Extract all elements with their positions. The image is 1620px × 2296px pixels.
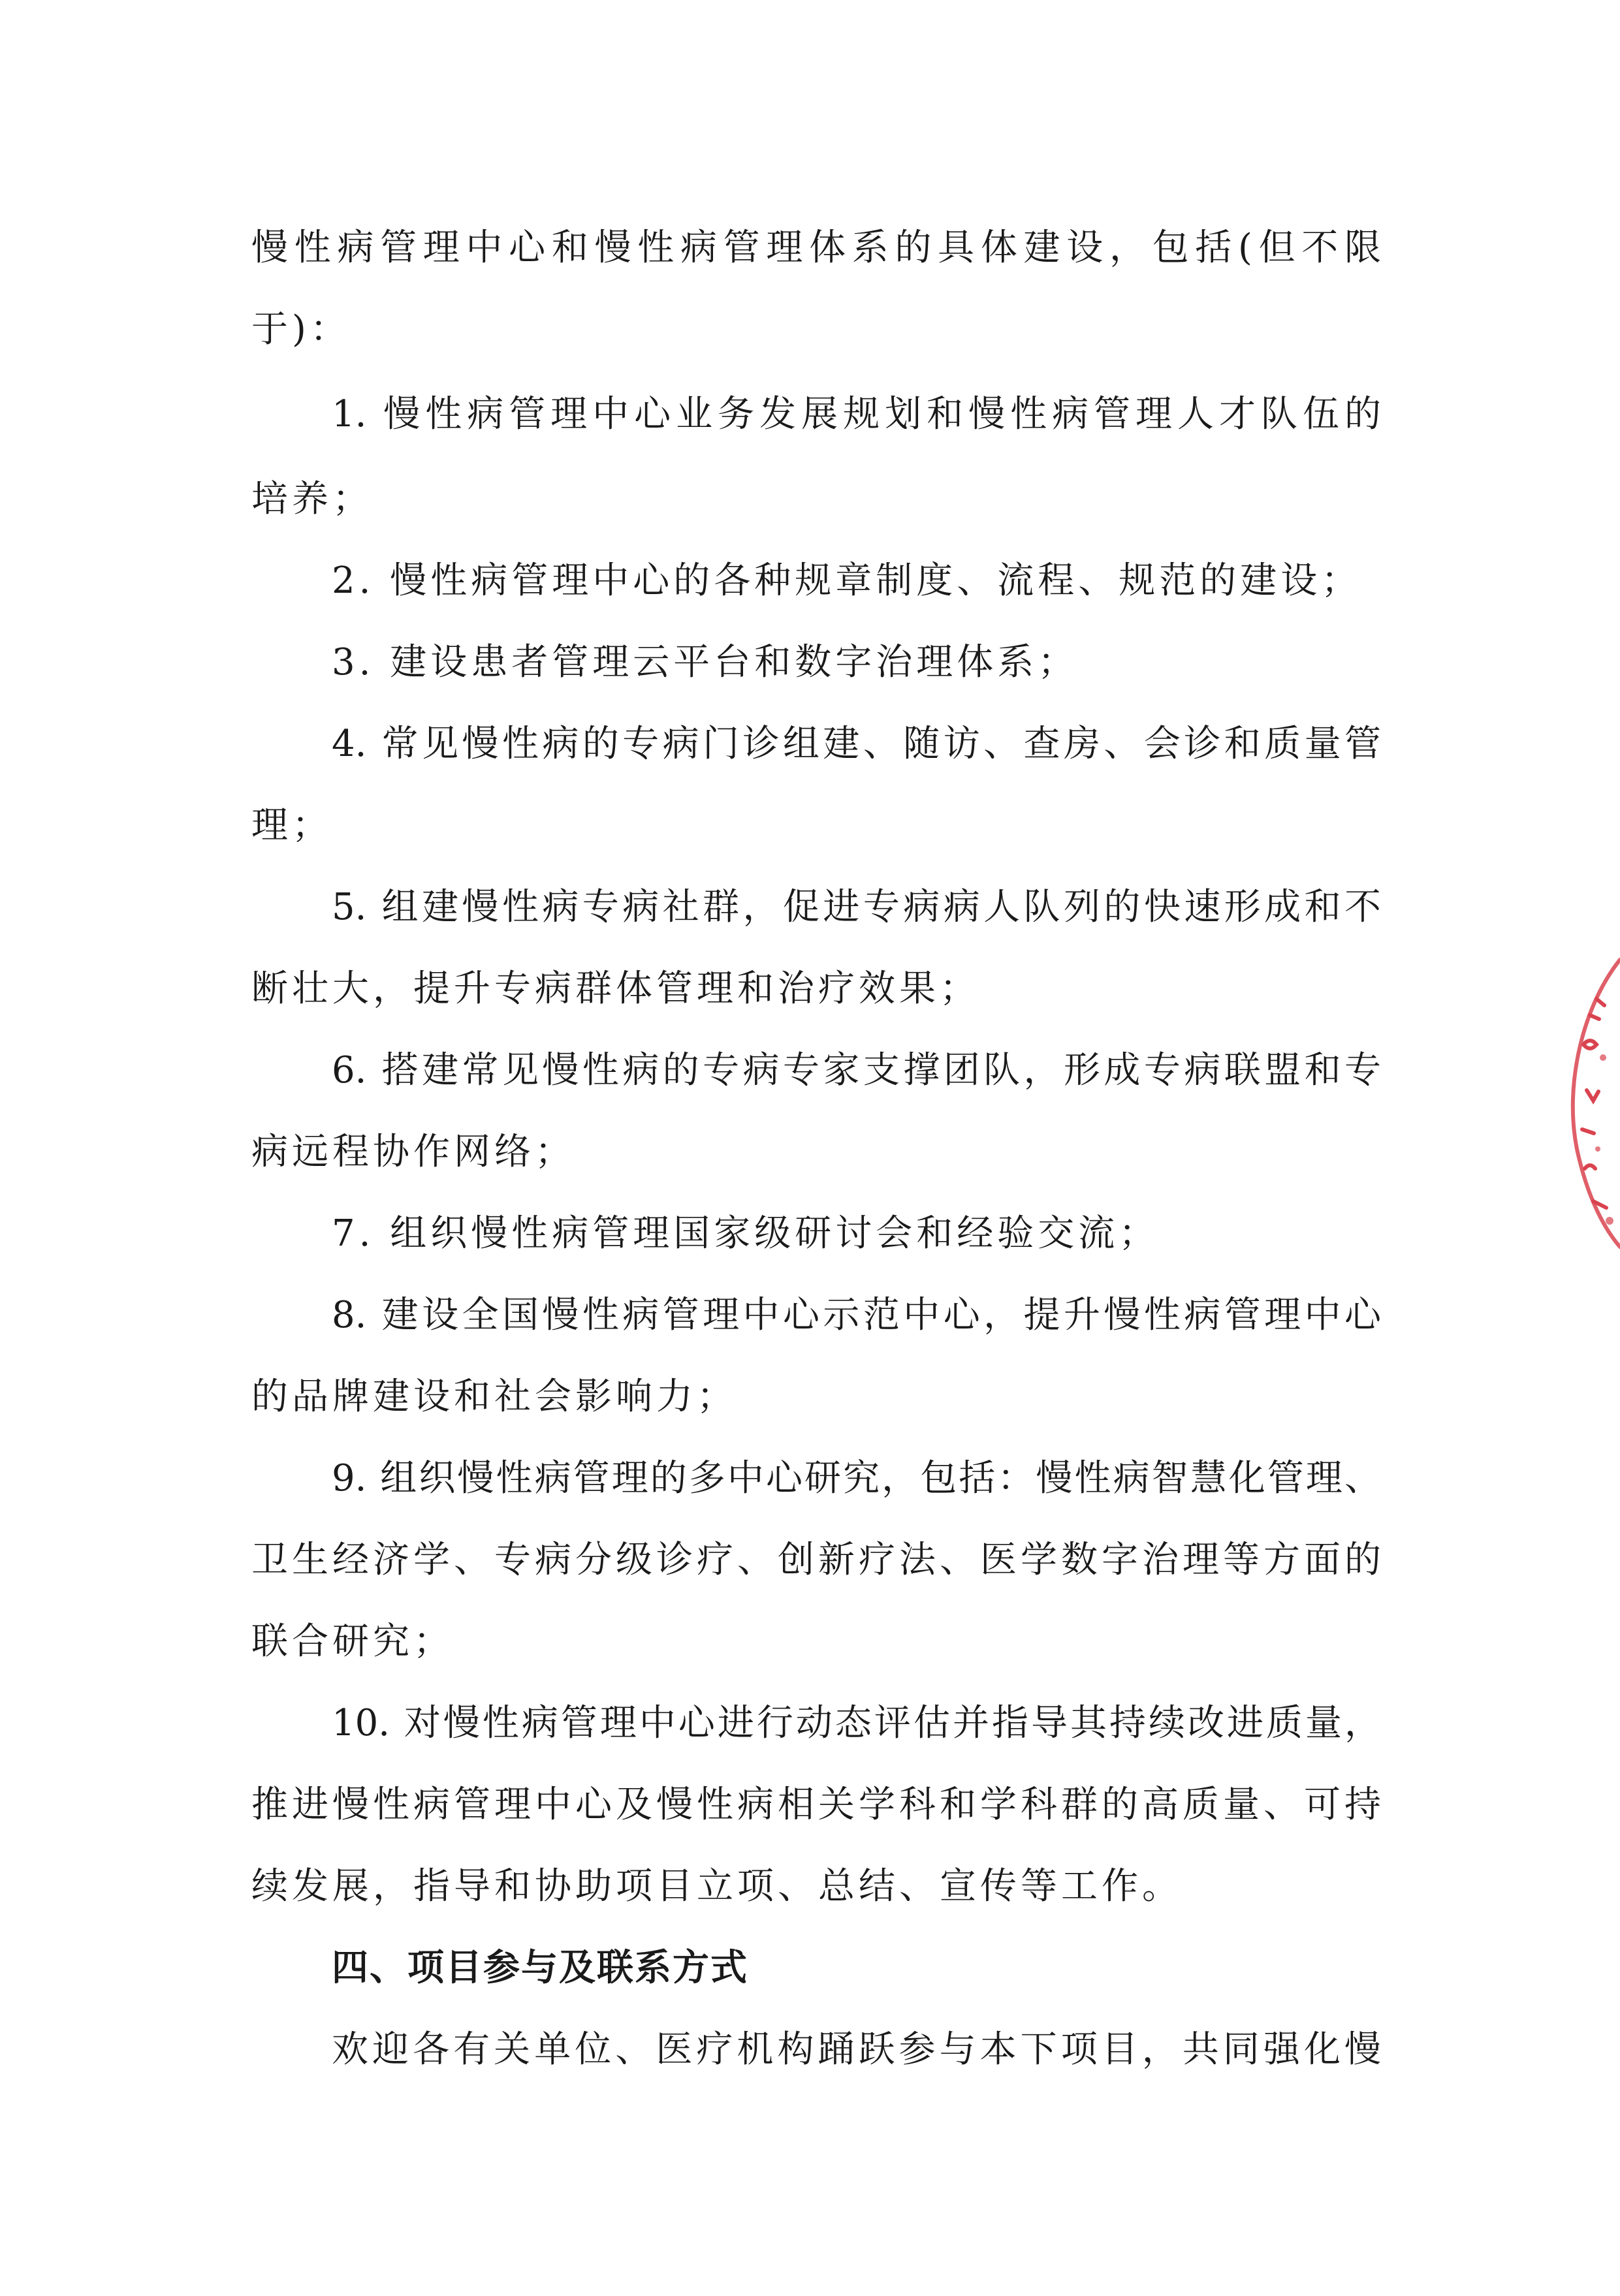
list-item-10-line: 推进慢性病管理中心及慢性病相关学科和学科群的高质量、可持	[251, 1784, 1381, 1826]
list-item-2: 2. 慢性病管理中心的各种规章制度、流程、规范的建设；	[332, 559, 1362, 602]
list-item-10-line: 续发展，指导和协助项目立项、总结、宣传等工作。	[251, 1865, 1183, 1908]
list-item-4-line: 理；	[251, 804, 332, 847]
list-item-5-line: 5. 组建慢性病专病社群，促进专病病人队列的快速形成和不	[332, 886, 1381, 928]
list-item-8-line: 的品牌建设和社会影响力；	[251, 1376, 737, 1418]
list-item-6-line: 病远程协作网络；	[251, 1131, 575, 1173]
list-item-1-line: 培养；	[251, 478, 373, 520]
list-item-1-line: 1. 慢性病管理中心业务发展规划和慢性病管理人才队伍的	[332, 393, 1381, 435]
list-item-3: 3. 建设患者管理云平台和数字治理体系；	[332, 641, 1079, 684]
section-heading: 四、项目参与及联系方式	[332, 1947, 748, 1989]
list-item-5-line: 断壮大，提升专病群体管理和治疗效果；	[251, 967, 980, 1010]
list-item-9-line: 9. 组织慢性病管理的多中心研究，包括：慢性病智慧化管理、	[332, 1457, 1381, 1500]
body-text-line: 欢迎各有关单位、医疗机构踊跃参与本下项目，共同强化慢	[332, 2028, 1381, 2071]
seal-stamp-icon	[1557, 953, 1620, 1253]
list-item-10-line: 10. 对慢性病管理中心进行动态评估并指导其持续改进质量，	[332, 1702, 1381, 1744]
list-item-8-line: 8. 建设全国慢性病管理中心示范中心，提升慢性病管理中心	[332, 1294, 1381, 1336]
list-item-9-line: 联合研究；	[251, 1620, 454, 1663]
list-item-6-line: 6. 搭建常见慢性病的专病专家支撑团队，形成专病联盟和专	[332, 1049, 1381, 1092]
list-item-7: 7. 组织慢性病管理国家级研讨会和经验交流；	[332, 1212, 1160, 1255]
body-text-line: 于)：	[251, 308, 351, 351]
body-text-line: 慢性病管理中心和慢性病管理体系的具体建设，包括(但不限	[251, 227, 1381, 269]
list-item-9-line: 卫生经济学、专病分级诊疗、创新疗法、医学数字治理等方面的	[251, 1539, 1381, 1581]
list-item-4-line: 4. 常见慢性病的专病门诊组建、随访、查房、会诊和质量管	[332, 723, 1381, 765]
